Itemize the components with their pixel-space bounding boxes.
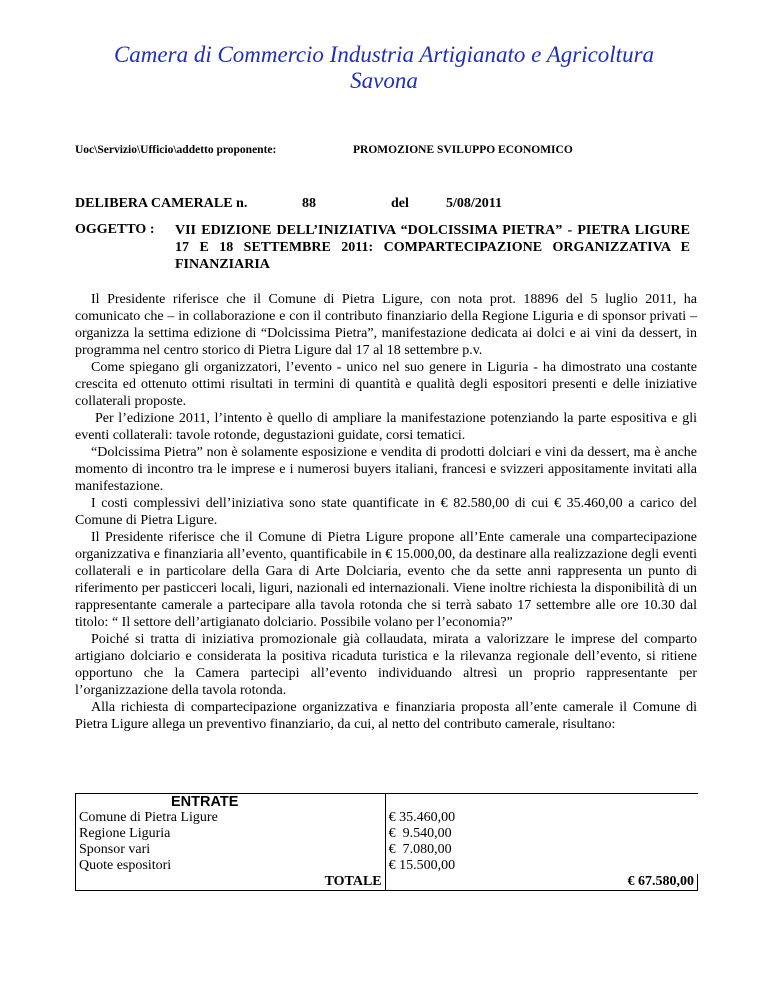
paragraph: Poiché si tratta di iniziativa promozionale già collaudata, mirata a valorizzare le imprese del comparto artigiano dolciario e considerata la positiva ricaduta turistica e la rilevanza regionale dell’evento, si ritiene opportuno che la Camera partecipi all’evento individuando altresì un proprio rappresentante per l’organizzazione della tavola rotonda. <box>75 632 697 698</box>
entrate-row-amount: € 9.540,00 <box>388 826 452 841</box>
paragraph: “Dolcissima Pietra” non è solamente esposizione e vendita di prodotti dolciari e vini da dessert, ma è anche momento di incontro tra le imprese e i numerosi buyers italiani, francesi e svizzeri appositamente invitati alla manifestazione. <box>75 445 697 494</box>
table-row <box>76 858 698 874</box>
table-row <box>76 826 698 842</box>
delibera-date: 5/08/2011 <box>446 196 503 211</box>
paragraph: Alla richiesta di compartecipazione organizzativa e finanziaria proposta all’ente camerale il Comune di Pietra Ligure allega un preventivo finanziario, da cui, al netto del contributo camerale, risultano: <box>75 700 697 732</box>
header-title-line2: Savona <box>350 68 418 93</box>
entrate-row-amount: € 35.460,00 <box>388 810 456 825</box>
table-row <box>76 842 698 858</box>
entrate-row-label: Comune di Pietra Ligure <box>76 810 386 826</box>
paragraph: I costi complessivi dell’iniziativa sono state quantificate in € 82.580,00 di cui € 35.460,00 a carico del Comune di Pietra Ligure. <box>75 496 697 528</box>
entrate-heading: ENTRATE <box>76 794 386 811</box>
table-header-row <box>76 794 698 811</box>
table-total-row <box>76 874 698 891</box>
entrate-row-amount: € 7.080,00 <box>388 842 452 857</box>
entrate-row-amount: € 15.500,00 <box>388 858 456 873</box>
delibera-number: 88 <box>302 196 316 211</box>
entrate-total-value: € 67.580,00 <box>385 874 697 891</box>
table-row <box>76 810 698 826</box>
delibera-label: DELIBERA CAMERALE n. <box>75 196 248 211</box>
entrate-row-label: Regione Liguria <box>76 826 386 842</box>
entrate-row-label: Sponsor vari <box>76 842 386 858</box>
entrate-row-label: Quote espositori <box>76 858 386 874</box>
delibera-del-label: del <box>391 196 409 211</box>
oggetto-text: VII EDIZIONE DELL’INIZIATIVA “DOLCISSIMA PIETRA” - PIETRA LIGURE 17 E 18 SETTEMBRE 2011: COMPARTECIPAZIONE ORGANIZZATIVA E FINANZIARIA <box>175 223 690 272</box>
header-title-line1: Camera di Commercio Industria Artigianato e Agricoltura <box>113 42 655 67</box>
proponent-label: Uoc\Servizio\Ufficio\addetto proponente: <box>75 144 277 156</box>
paragraph: Per l’edizione 2011, l’intento è quello di ampliare la manifestazione potenziando la parte espositiva e gli eventi collaterali: tavole rotonde, degustazioni guidate, corsi tematici. <box>75 411 697 443</box>
proponent-value: PROMOZIONE SVILUPPO ECONOMICO <box>353 144 573 156</box>
paragraph: Il Presidente riferisce che il Comune di Pietra Ligure, con nota prot. 18896 del 5 luglio 2011, ha comunicato che – in collaborazione e con il contributo finanziario della Regione Liguria e di sponsor privati – organizza la settima edizione di “Dolcissima Pietra”, manifestazione dedicata ai dolci e ai vini da dessert, in programma nel centro storico di Pietra Ligure dal 17 al 18 settembre p.v. <box>75 292 697 358</box>
document-body <box>75 291 697 733</box>
oggetto-label: OGGETTO : <box>75 222 155 237</box>
entrate-total-label: TOTALE <box>76 874 386 891</box>
entrate-table <box>75 793 698 891</box>
paragraph: Il Presidente riferisce che il Comune di Pietra Ligure propone all’Ente camerale una compartecipazione organizzativa e finanziaria all’evento, quantificabile in € 15.000,00, da destinare alla realizzazione degli eventi collaterali e in particolare della Gara di Arte Dolciaria, evento che da sette anni rappresenta un punto di riferimento per pasticceri locali, liguri, nazionali ed internazionali. Viene inoltre richiesta la disponibilità di un rappresentante camerale a partecipare alla tavola rotonda che si terrà sabato 17 settembre alle ore 10.30 dal titolo: “ Il settore dell’artigianato dolciario. Possibile volano per l’economia?” <box>75 530 697 630</box>
paragraph: Come spiegano gli organizzatori, l’evento - unico nel suo genere in Liguria - ha dimostrato una costante crescita ed ottenuto ottimi risultati in termini di quantità e qualità degli espositori presenti e delle iniziative collaterali proposte. <box>75 360 697 409</box>
